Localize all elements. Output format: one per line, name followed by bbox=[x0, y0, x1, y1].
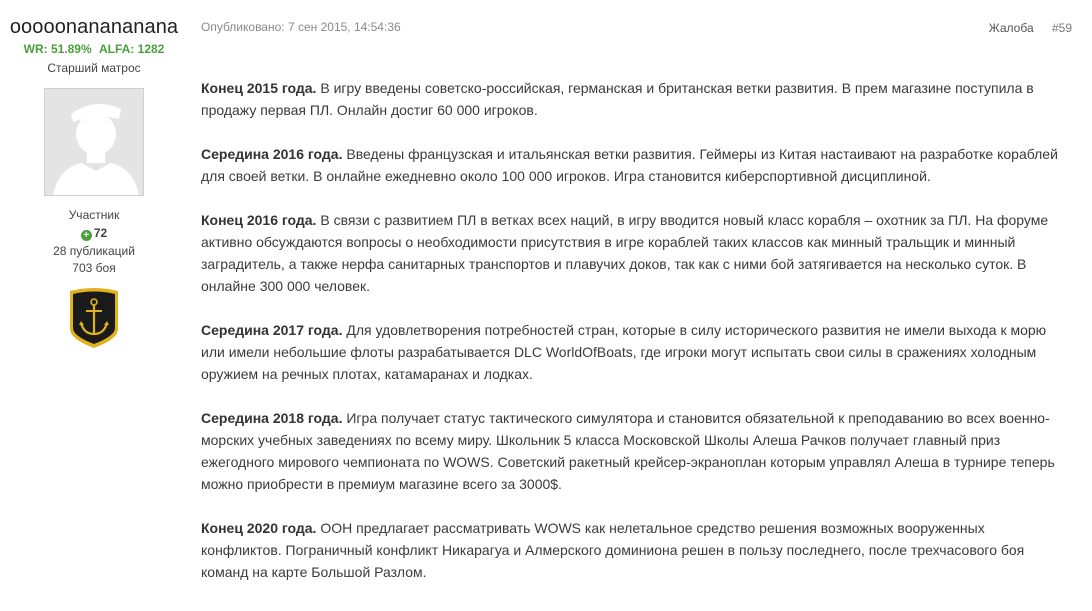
post-paragraph bbox=[201, 319, 1063, 385]
paragraph-lead: Середина 2018 года. bbox=[201, 410, 343, 426]
author-publications[interactable]: 28 публикаций bbox=[53, 244, 135, 258]
paragraph-lead: Середина 2017 года. bbox=[201, 322, 343, 338]
post-published-date: Опубликовано: 7 сен 2015, 14:54:36 bbox=[201, 20, 401, 34]
paragraph-text: В связи с развитием ПЛ в ветках всех наций, в игру вводится новый класс корабля – охотник за ПЛ. На форуме активно обсуждаются вопросы о необходимости присутствия в игре кораблей таких классов как минный тральщик и минный заградитель, а также нерфа санитарных транспортов и плавучих доков, так как с ними бой затягивается на несколько суток. В онлайне 300 000 человек. bbox=[201, 212, 1049, 294]
author-rank-title: Старший матрос bbox=[47, 61, 141, 75]
author-battles: 703 боя bbox=[72, 261, 116, 275]
paragraph-text: Игра получает статус тактического симулятора и становится обязательной к преподаванию во всех военно-морских учебных заведениях по всему миру. Школьник 5 класса Московской Школы Алеша Рачков получает главный приз ежегодного мирового чемпионата по WOWS. Советский ракетный крейсер-экраноплан которым управлял Алеша в турнире теперь можно приобрести в премиум магазине всего за 3000$. bbox=[201, 410, 1055, 492]
post-paragraph bbox=[201, 517, 1063, 583]
post-actions bbox=[989, 21, 1072, 35]
post-content bbox=[201, 77, 1063, 605]
paragraph-lead: Конец 2016 года. bbox=[201, 212, 317, 228]
paragraph-text: В игру введены советско-российская, германская и британская ветки развития. В прем магазине поступила в продажу первая ПЛ. Онлайн достиг 60 000 игроков. bbox=[201, 80, 1034, 118]
post-paragraph bbox=[201, 77, 1063, 121]
post-paragraph bbox=[201, 209, 1063, 297]
paragraph-text: Введены французская и итальянская ветки развития. Геймеры из Китая настаивают на разработке кораблей для своей ветки. В онлайне ежедневно около 100 000 игроков. Игра становится киберспортивной дисциплиной. bbox=[201, 146, 1058, 184]
paragraph-lead: Конец 2020 года. bbox=[201, 520, 317, 536]
author-avatar[interactable] bbox=[44, 88, 144, 196]
post-paragraph bbox=[201, 143, 1063, 187]
report-link[interactable]: Жалоба bbox=[988, 21, 1034, 35]
post-number-link[interactable]: #59 bbox=[1051, 21, 1072, 35]
alfa-rating: ALFA: 1282 bbox=[99, 42, 165, 56]
anchor-rank-badge-icon bbox=[66, 285, 122, 349]
post-paragraph bbox=[201, 407, 1063, 495]
author-panel bbox=[0, 0, 188, 349]
reputation-plus-icon: + bbox=[81, 230, 92, 241]
reputation-value: 72 bbox=[93, 226, 108, 240]
author-group: Участник bbox=[68, 208, 120, 222]
win-rate: WR: 51.89% bbox=[23, 42, 92, 56]
author-username[interactable]: ooooonanananana bbox=[9, 16, 179, 38]
paragraph-lead: Середина 2016 года. bbox=[201, 146, 343, 162]
default-avatar-icon bbox=[45, 89, 144, 196]
author-stats bbox=[0, 42, 188, 56]
paragraph-text: Для удовлетворения потребностей стран, которые в силу исторического развития не имели выхода к морю или имели небольшие флоты разрабатывается DLC WorldOfBoats, где игроки могут испытать свои силы в сражениях холодным оружием на речных плотах, катамаранах и лодках. bbox=[201, 322, 1047, 382]
reputation-counter[interactable] bbox=[0, 226, 188, 241]
paragraph-text: ООН предлагает рассматривать WOWS как нелетальное средство решения возможных вооруженных конфликтов. Пограничный конфликт Никарагуа и Алмерского доминиона решен в пользу последнего, после трехчасового боя команд на карте Большой Разлом. bbox=[201, 520, 1025, 580]
paragraph-lead: Конец 2015 года. bbox=[201, 80, 317, 96]
